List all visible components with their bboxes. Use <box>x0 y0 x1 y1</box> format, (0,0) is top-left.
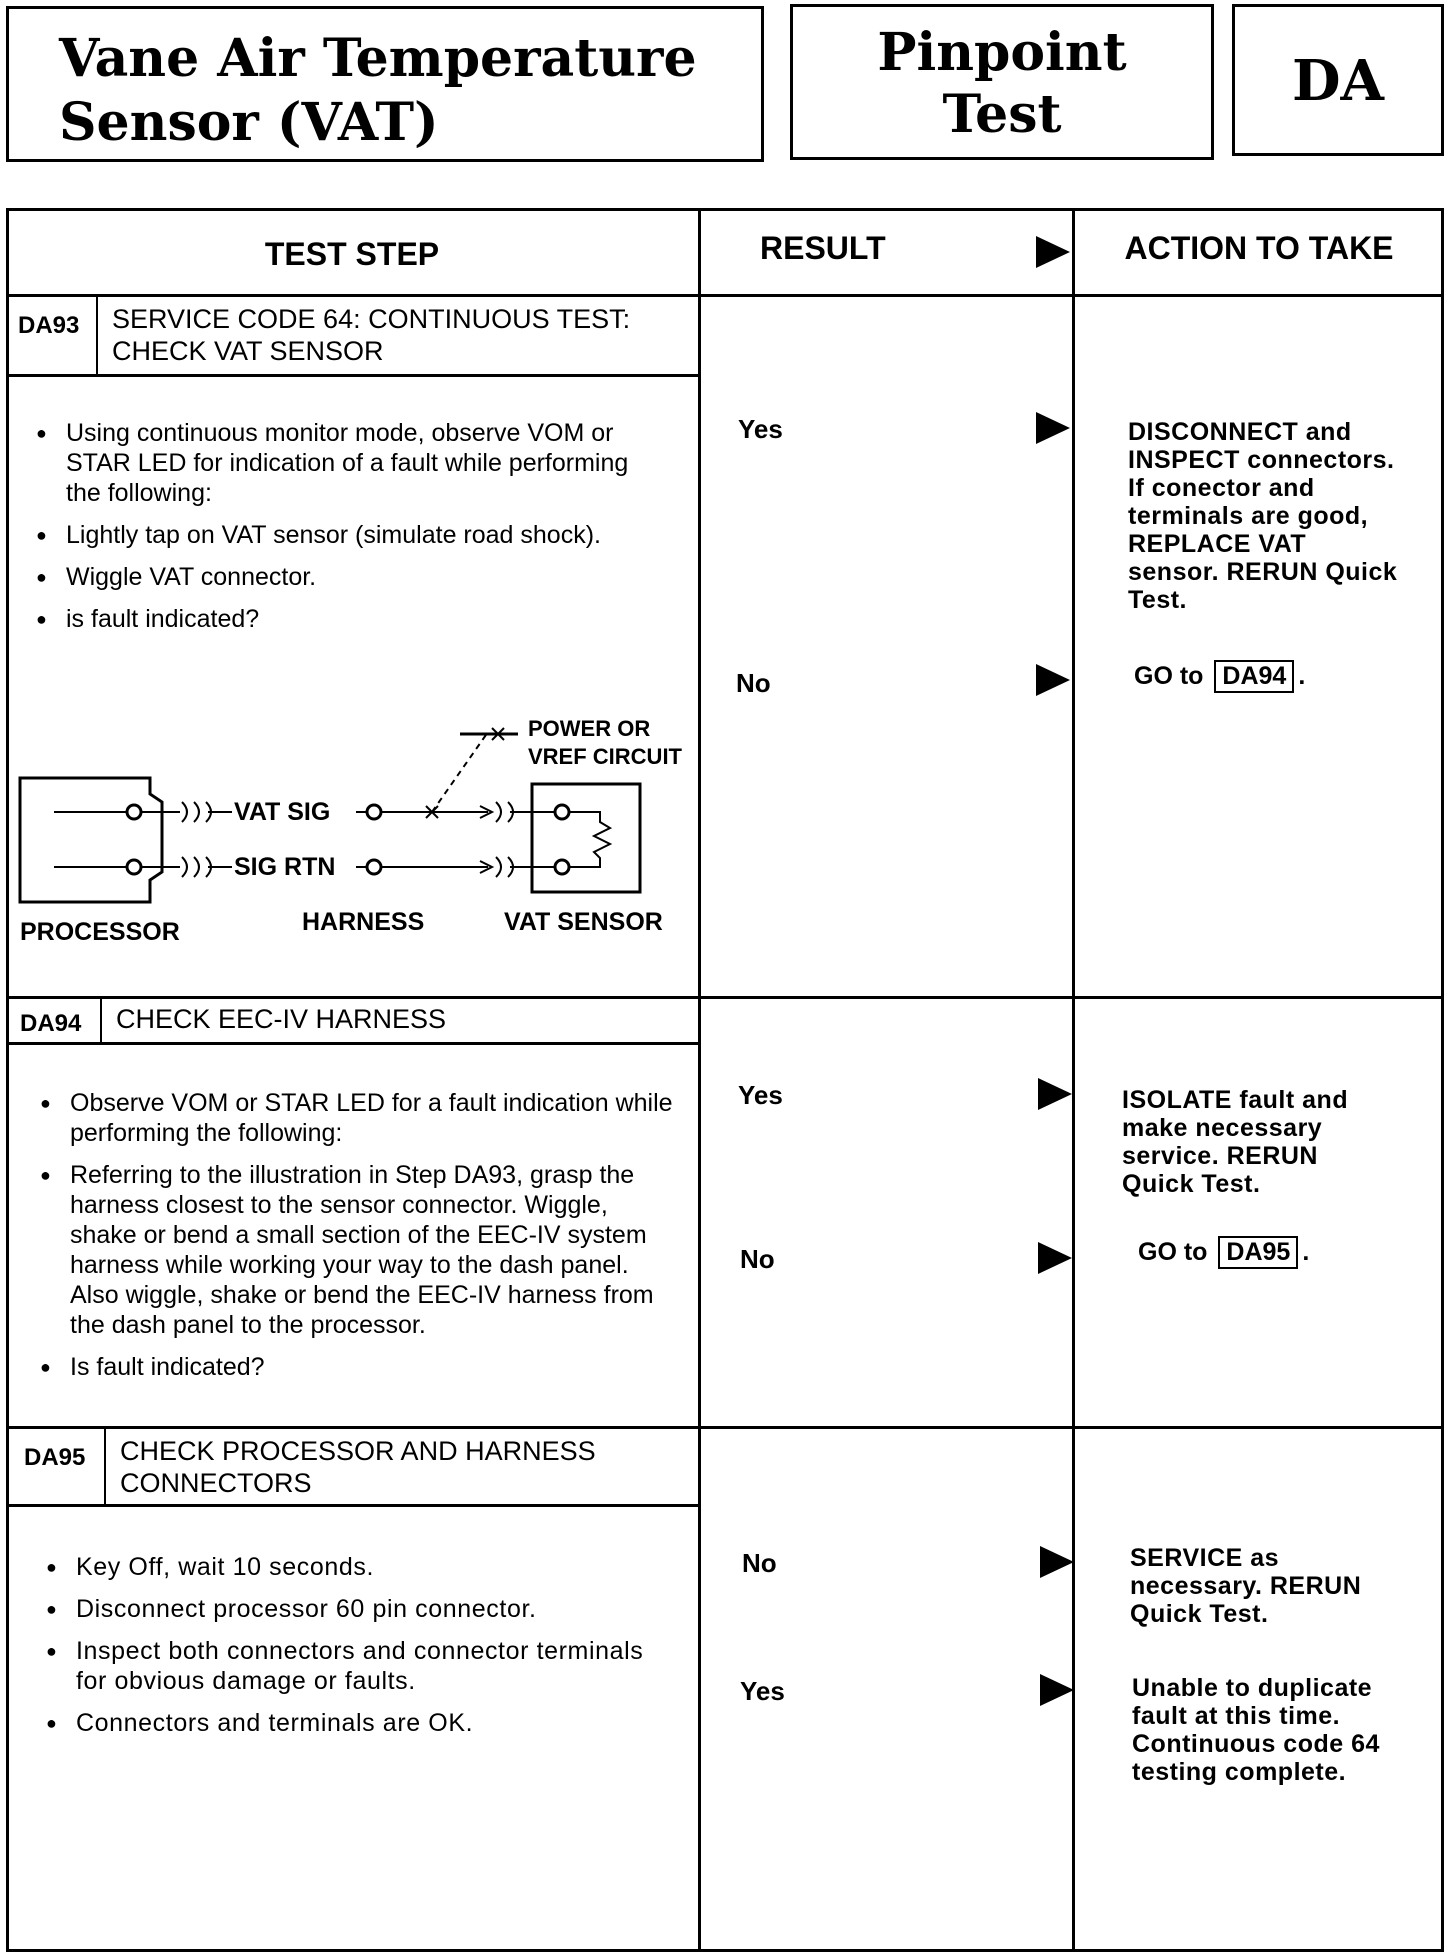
result-arrow-icon <box>1038 1078 1072 1110</box>
step-da93-bullets <box>36 418 666 646</box>
step-da94-title-bottom <box>6 1042 700 1045</box>
step-da95-action-no: SERVICE as necessary. RERUN Quick Test. <box>1130 1544 1362 1628</box>
step-da93-result-yes: Yes <box>738 414 783 444</box>
step-da94-result-no: No <box>740 1244 775 1274</box>
vat-sensor-shape <box>532 784 640 892</box>
step-da93-title-line1: SERVICE CODE 64: CONTINUOUS TEST: <box>112 304 631 334</box>
test-code-box <box>1232 4 1444 156</box>
diagram-label-sig-rtn: SIG RTN <box>234 853 336 881</box>
step-da95-result-no: No <box>742 1548 777 1578</box>
bullet-item: ● Observe VOM or STAR LED for a fault indication while performing the following: <box>40 1088 676 1148</box>
column-header-result: RESULT <box>760 230 886 266</box>
diagram-label-power-2: VREF CIRCUIT <box>528 744 682 769</box>
goto-ref-da95[interactable]: DA95 <box>1218 1236 1298 1269</box>
bullet-item: ● Using continuous monitor mode, observe VOM or STAR LED for indication of a fault while performing the following: <box>36 418 666 508</box>
step-da95-bullets <box>46 1552 666 1750</box>
page-title-line1: Vane Air Temperature <box>59 28 697 89</box>
diagram-label-vat-sensor: VAT SENSOR <box>504 908 663 936</box>
goto-suffix: . <box>1302 1238 1310 1266</box>
step-da94-goto <box>1138 1236 1309 1269</box>
step-da94-bullets <box>40 1088 676 1394</box>
bullet-item: ● Disconnect processor 60 pin connector. <box>46 1594 666 1624</box>
result-arrow-icon <box>1036 412 1070 444</box>
result-arrow-icon <box>1036 664 1070 696</box>
header-arrow-icon <box>1036 236 1070 268</box>
bullet-item: ● Wiggle VAT connector. <box>36 562 666 592</box>
processor-connector-shape <box>20 778 162 902</box>
step-da93-code-divider <box>96 296 98 376</box>
step-da93-title-line2: CHECK VAT SENSOR <box>112 336 384 366</box>
step-da95-action-yes: Unable to duplicate fault at this time. Continuous code 64 testing complete. <box>1132 1674 1380 1786</box>
step-da94-action-yes: ISOLATE fault and make necessary service. RERUN Quick Test. <box>1122 1086 1349 1198</box>
bullet-item: ● Inspect both connectors and connector terminals for obvious damage or faults. <box>46 1636 666 1696</box>
step-da94-title-line1: CHECK EEC-IV HARNESS <box>116 1004 447 1034</box>
step-da93-action-yes: DISCONNECT and INSPECT connectors. If conector and terminals are good, REPLACE VAT sensor. RERUN Quick Test. <box>1128 418 1398 614</box>
step-separator <box>6 1426 1444 1429</box>
step-da93-code: DA93 <box>18 312 80 339</box>
bullet-item: ● Referring to the illustration in Step DA93, grasp the harness closest to the sensor connector. Wiggle, shake or bend a small section of the EEC-IV system harness while working your way to the dash panel. Also wiggle, shake or bend the EEC-IV harness from the dash panel to the processor. <box>40 1160 676 1340</box>
bullet-item: ● Is fault indicated? <box>40 1352 676 1382</box>
column-divider-result <box>698 208 701 1952</box>
column-header-test-step: TEST STEP <box>264 236 440 272</box>
step-da95-code: DA95 <box>24 1444 86 1471</box>
result-arrow-icon <box>1040 1674 1074 1706</box>
page-title-line2: Sensor (VAT) <box>59 92 439 153</box>
pinpoint-line2: Test <box>942 84 1062 145</box>
goto-prefix: GO to <box>1138 1238 1208 1266</box>
goto-ref-da94[interactable]: DA94 <box>1214 660 1294 693</box>
step-da93-result-no: No <box>736 668 771 698</box>
result-arrow-icon <box>1038 1242 1072 1274</box>
vat-wiring-diagram <box>10 712 700 952</box>
step-da93-goto <box>1134 660 1305 693</box>
step-da95-title-bottom <box>6 1504 700 1507</box>
diagram-label-vat-sig: VAT SIG <box>234 798 331 826</box>
diagram-label-power-1: POWER OR <box>528 716 651 741</box>
step-separator <box>6 996 1444 999</box>
test-code: DA <box>1291 48 1384 114</box>
diagram-label-processor: PROCESSOR <box>20 918 180 946</box>
step-da94-code: DA94 <box>20 1010 82 1037</box>
goto-prefix: GO to <box>1134 662 1204 690</box>
header-divider <box>6 294 1444 297</box>
pinpoint-line1: Pinpoint <box>877 22 1127 83</box>
result-arrow-icon <box>1040 1546 1074 1578</box>
step-da94-result-yes: Yes <box>738 1080 783 1110</box>
diagram-label-harness: HARNESS <box>302 908 425 936</box>
step-da95-title-line2: CONNECTORS <box>120 1468 312 1498</box>
bullet-item: ● Lightly tap on VAT sensor (simulate road shock). <box>36 520 666 550</box>
step-da94-code-divider <box>100 998 102 1044</box>
step-da95-result-yes: Yes <box>740 1676 785 1706</box>
column-header-action: ACTION TO TAKE <box>1124 230 1394 266</box>
pinpoint-box <box>790 4 1214 160</box>
step-da95-title-line1: CHECK PROCESSOR AND HARNESS <box>120 1436 596 1466</box>
step-da95-code-divider <box>104 1428 106 1506</box>
bullet-item: ● Connectors and terminals are OK. <box>46 1708 666 1738</box>
bullet-item: ● is fault indicated? <box>36 604 666 634</box>
step-da93-title-bottom <box>6 374 700 377</box>
title-box <box>6 6 764 162</box>
goto-suffix: . <box>1298 662 1306 690</box>
bullet-item: ● Key Off, wait 10 seconds. <box>46 1552 666 1582</box>
